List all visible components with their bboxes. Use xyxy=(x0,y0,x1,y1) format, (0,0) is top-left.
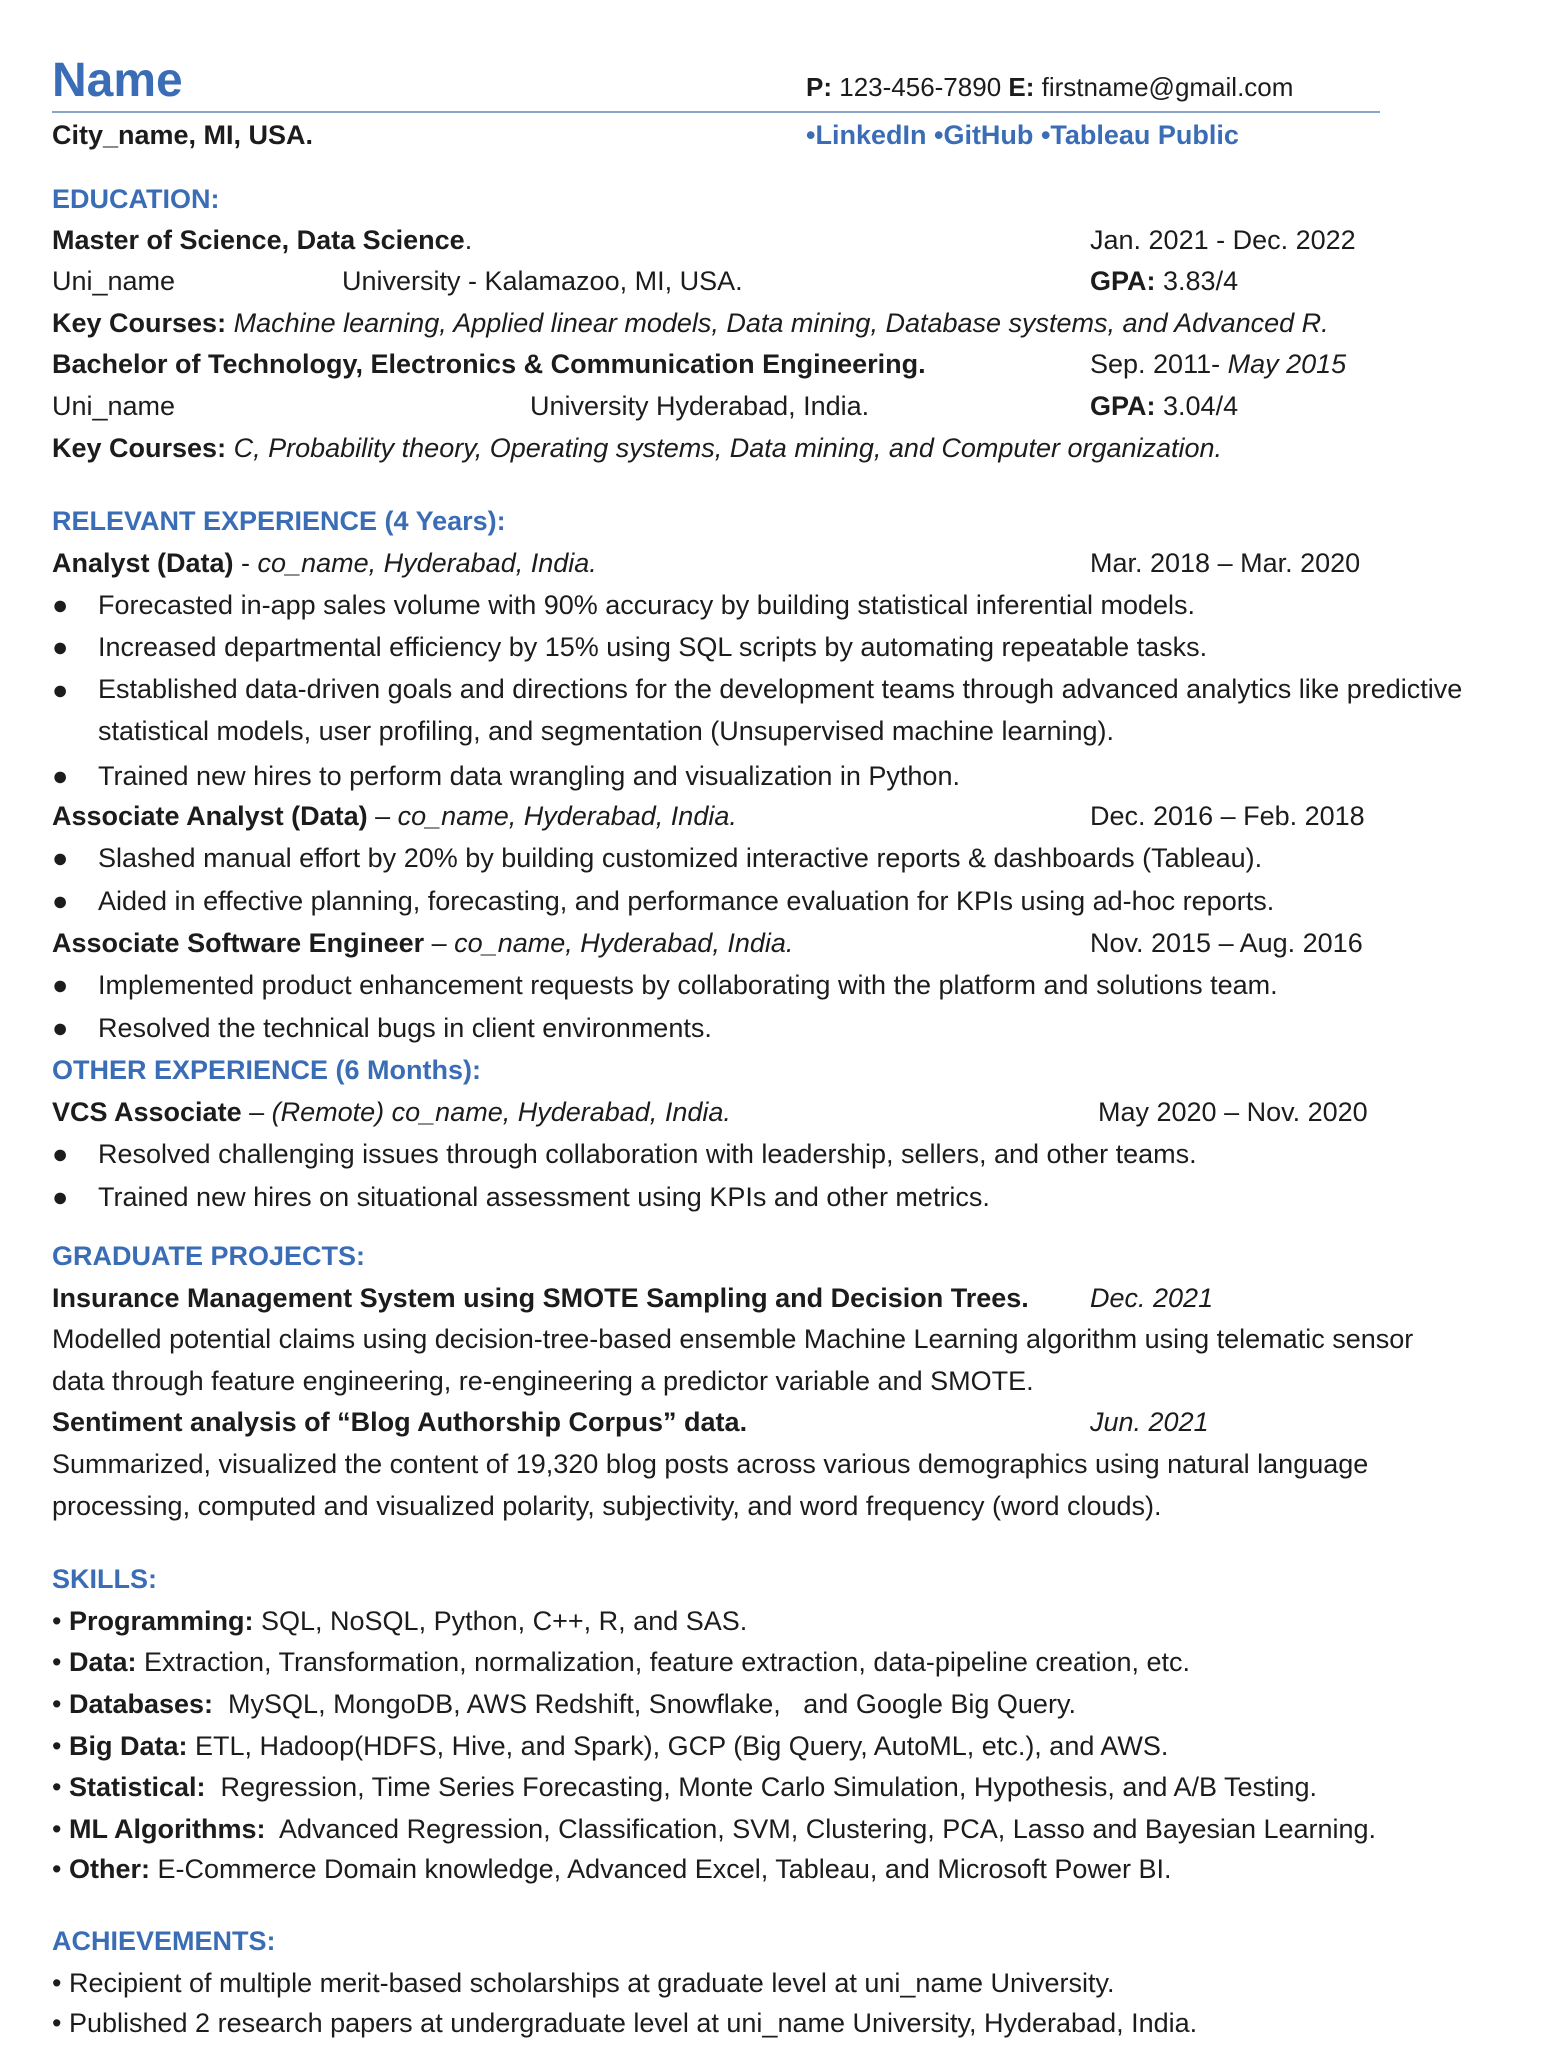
project-description: Modelled potential claims using decision-tree-based ensemble Machine Learning algorithm using telematic sensor data through feature engineering, re-engineering a predictor variable and SMOTE. xyxy=(52,1324,1414,1396)
bullet-icon: • xyxy=(806,120,816,150)
education-location: University - Kalamazoo, MI, USA. xyxy=(342,266,743,296)
education-courses: Key Courses: Machine learning, Applied linear models, Data mining, Database systems, and Advanced R. xyxy=(52,308,1329,338)
education-gpa: GPA: 3.04/4 xyxy=(1090,391,1239,421)
bullet-icon: • xyxy=(52,1772,69,1802)
skill-item: • Other: E-Commerce Domain knowledge, Advanced Excel, Tableau, and Microsoft Power BI. xyxy=(52,1854,1172,1884)
bullet-icon: ● xyxy=(52,970,69,1000)
education-location: University Hyderabad, India. xyxy=(530,391,870,421)
job-bullet: Trained new hires to perform data wrangling and visualization in Python. xyxy=(98,761,960,791)
profile-links xyxy=(806,118,1239,152)
skills-heading: SKILLS: xyxy=(52,1564,157,1594)
bullet-icon: • xyxy=(52,1854,69,1884)
education-dates: Jan. 2021 - Dec. 2022 xyxy=(1090,225,1356,255)
tableau-public-link[interactable]: Tableau Public xyxy=(1050,120,1239,150)
job-bullet: Established data-driven goals and directions for the development teams through advanced analytics like predictive statistical models, user profiling, and segmentation (Unsupervised machine learning). xyxy=(98,674,1463,746)
bullet-icon: • xyxy=(52,1606,69,1636)
job-bullet: Increased departmental efficiency by 15% using SQL scripts by automating repeatable tasks. xyxy=(98,632,1208,662)
bullet-icon: • xyxy=(52,1689,69,1719)
education-school: Uni_name xyxy=(52,266,176,296)
education-degree: Bachelor of Technology, Electronics & Communication Engineering. xyxy=(52,349,926,379)
experience-heading: RELEVANT EXPERIENCE (4 Years): xyxy=(52,506,506,536)
linkedin-link[interactable]: LinkedIn xyxy=(815,120,927,150)
phone-label: P: xyxy=(806,72,832,102)
achievement-item: • Published 2 research papers at undergraduate level at uni_name University, Hyderabad, India. xyxy=(52,2008,1198,2038)
project-title: Insurance Management System using SMOTE Sampling and Decision Trees. xyxy=(52,1283,1029,1313)
bullet-icon: ● xyxy=(52,1182,69,1212)
bullet-icon: • xyxy=(52,1731,69,1761)
job-bullet: Slashed manual effort by 20% by building customized interactive reports & dashboards (Tableau). xyxy=(98,843,1263,873)
skill-item: • Data: Extraction, Transformation, normalization, feature extraction, data-pipeline creation, etc. xyxy=(52,1647,1191,1677)
education-degree: Master of Science, Data Science. xyxy=(52,225,473,255)
project-title: Sentiment analysis of “Blog Authorship Corpus” data. xyxy=(52,1407,748,1437)
bullet-icon: • xyxy=(52,1814,69,1844)
skill-item: • Statistical: Regression, Time Series Forecasting, Monte Carlo Simulation, Hypothesis, and A/B Testing. xyxy=(52,1772,1318,1802)
job-bullet: Aided in effective planning, forecasting, and performance evaluation for KPIs using ad-hoc reports. xyxy=(98,886,1275,916)
job-title-line: Analyst (Data) - co_name, Hyderabad, India. xyxy=(52,548,597,578)
job-bullet: Trained new hires on situational assessment using KPIs and other metrics. xyxy=(98,1182,990,1212)
education-dates: Sep. 2011- May 2015 xyxy=(1090,349,1347,379)
bullet-icon: ● xyxy=(52,761,69,791)
job-title-line: Associate Analyst (Data) – co_name, Hyderabad, India. xyxy=(52,801,737,831)
header-divider xyxy=(52,111,1380,113)
project-description: Summarized, visualized the content of 19,320 blog posts across various demographics using natural language processing, computed and visualized polarity, subjectivity, and word frequency (word clouds). xyxy=(52,1449,1369,1521)
contact-line xyxy=(806,70,1293,104)
email-address: firstname@gmail.com xyxy=(1041,72,1294,102)
bullet-icon: ● xyxy=(52,886,69,916)
github-link[interactable]: GitHub xyxy=(943,120,1034,150)
achievement-item: • Recipient of multiple merit-based scholarships at graduate level at uni_name University. xyxy=(52,1968,1115,1998)
job-bullet: Forecasted in-app sales volume with 90% accuracy by building statistical inferential models. xyxy=(98,590,1196,620)
skill-item: • Big Data: ETL, Hadoop(HDFS, Hive, and Spark), GCP (Big Query, AutoML, etc.), and AWS. xyxy=(52,1731,1169,1761)
job-bullet: Resolved the technical bugs in client environments. xyxy=(98,1013,712,1043)
other-experience-heading: OTHER EXPERIENCE (6 Months): xyxy=(52,1055,482,1085)
skill-item: • Programming: SQL, NoSQL, Python, C++, R, and SAS. xyxy=(52,1606,748,1636)
bullet-icon: ● xyxy=(52,632,69,662)
education-gpa: GPA: 3.83/4 xyxy=(1090,266,1239,296)
project-date: Dec. 2021 xyxy=(1090,1283,1214,1313)
job-title-line: Associate Software Engineer – co_name, Hyderabad, India. xyxy=(52,928,794,958)
bullet-icon: • xyxy=(52,1968,69,1998)
email-label: E: xyxy=(1008,72,1035,102)
skill-item: • ML Algorithms: Advanced Regression, Classification, SVM, Clustering, PCA, Lasso and Bayesian Learning. xyxy=(52,1814,1377,1844)
achievements-heading: ACHIEVEMENTS: xyxy=(52,1926,276,1956)
bullet-icon: ● xyxy=(52,1139,69,1169)
skill-item: • Databases: MySQL, MongoDB, AWS Redshift, Snowflake, and Google Big Query. xyxy=(52,1689,1076,1719)
education-courses: Key Courses: C, Probability theory, Operating systems, Data mining, and Computer organization. xyxy=(52,433,1223,463)
job-title-line: VCS Associate – (Remote) co_name, Hyderabad, India. xyxy=(52,1097,731,1127)
bullet-icon: ● xyxy=(52,1013,69,1043)
job-bullet: Implemented product enhancement requests by collaborating with the platform and solutions team. xyxy=(98,970,1278,1000)
candidate-name: Name xyxy=(52,54,183,107)
bullet-icon: ● xyxy=(52,675,69,705)
education-heading: EDUCATION: xyxy=(52,184,220,214)
project-date: Jun. 2021 xyxy=(1090,1407,1209,1437)
job-dates: Mar. 2018 – Mar. 2020 xyxy=(1090,548,1361,578)
bullet-icon: ● xyxy=(52,590,69,620)
city-line: City_name, MI, USA. xyxy=(52,120,314,150)
job-bullet: Resolved challenging issues through collaboration with leadership, sellers, and other teams. xyxy=(98,1139,1197,1169)
projects-heading: GRADUATE PROJECTS: xyxy=(52,1241,366,1271)
bullet-icon: • xyxy=(933,120,944,150)
bullet-icon: • xyxy=(52,1647,69,1677)
bullet-icon: ● xyxy=(52,843,69,873)
bullet-icon: • xyxy=(52,2008,69,2038)
job-dates: Nov. 2015 – Aug. 2016 xyxy=(1090,928,1363,958)
bullet-icon: • xyxy=(1040,120,1051,150)
phone-number: 123-456-7890 xyxy=(839,72,1002,102)
job-dates: Dec. 2016 – Feb. 2018 xyxy=(1090,801,1365,831)
job-dates: May 2020 – Nov. 2020 xyxy=(1098,1097,1368,1127)
education-school: Uni_name xyxy=(52,391,176,421)
